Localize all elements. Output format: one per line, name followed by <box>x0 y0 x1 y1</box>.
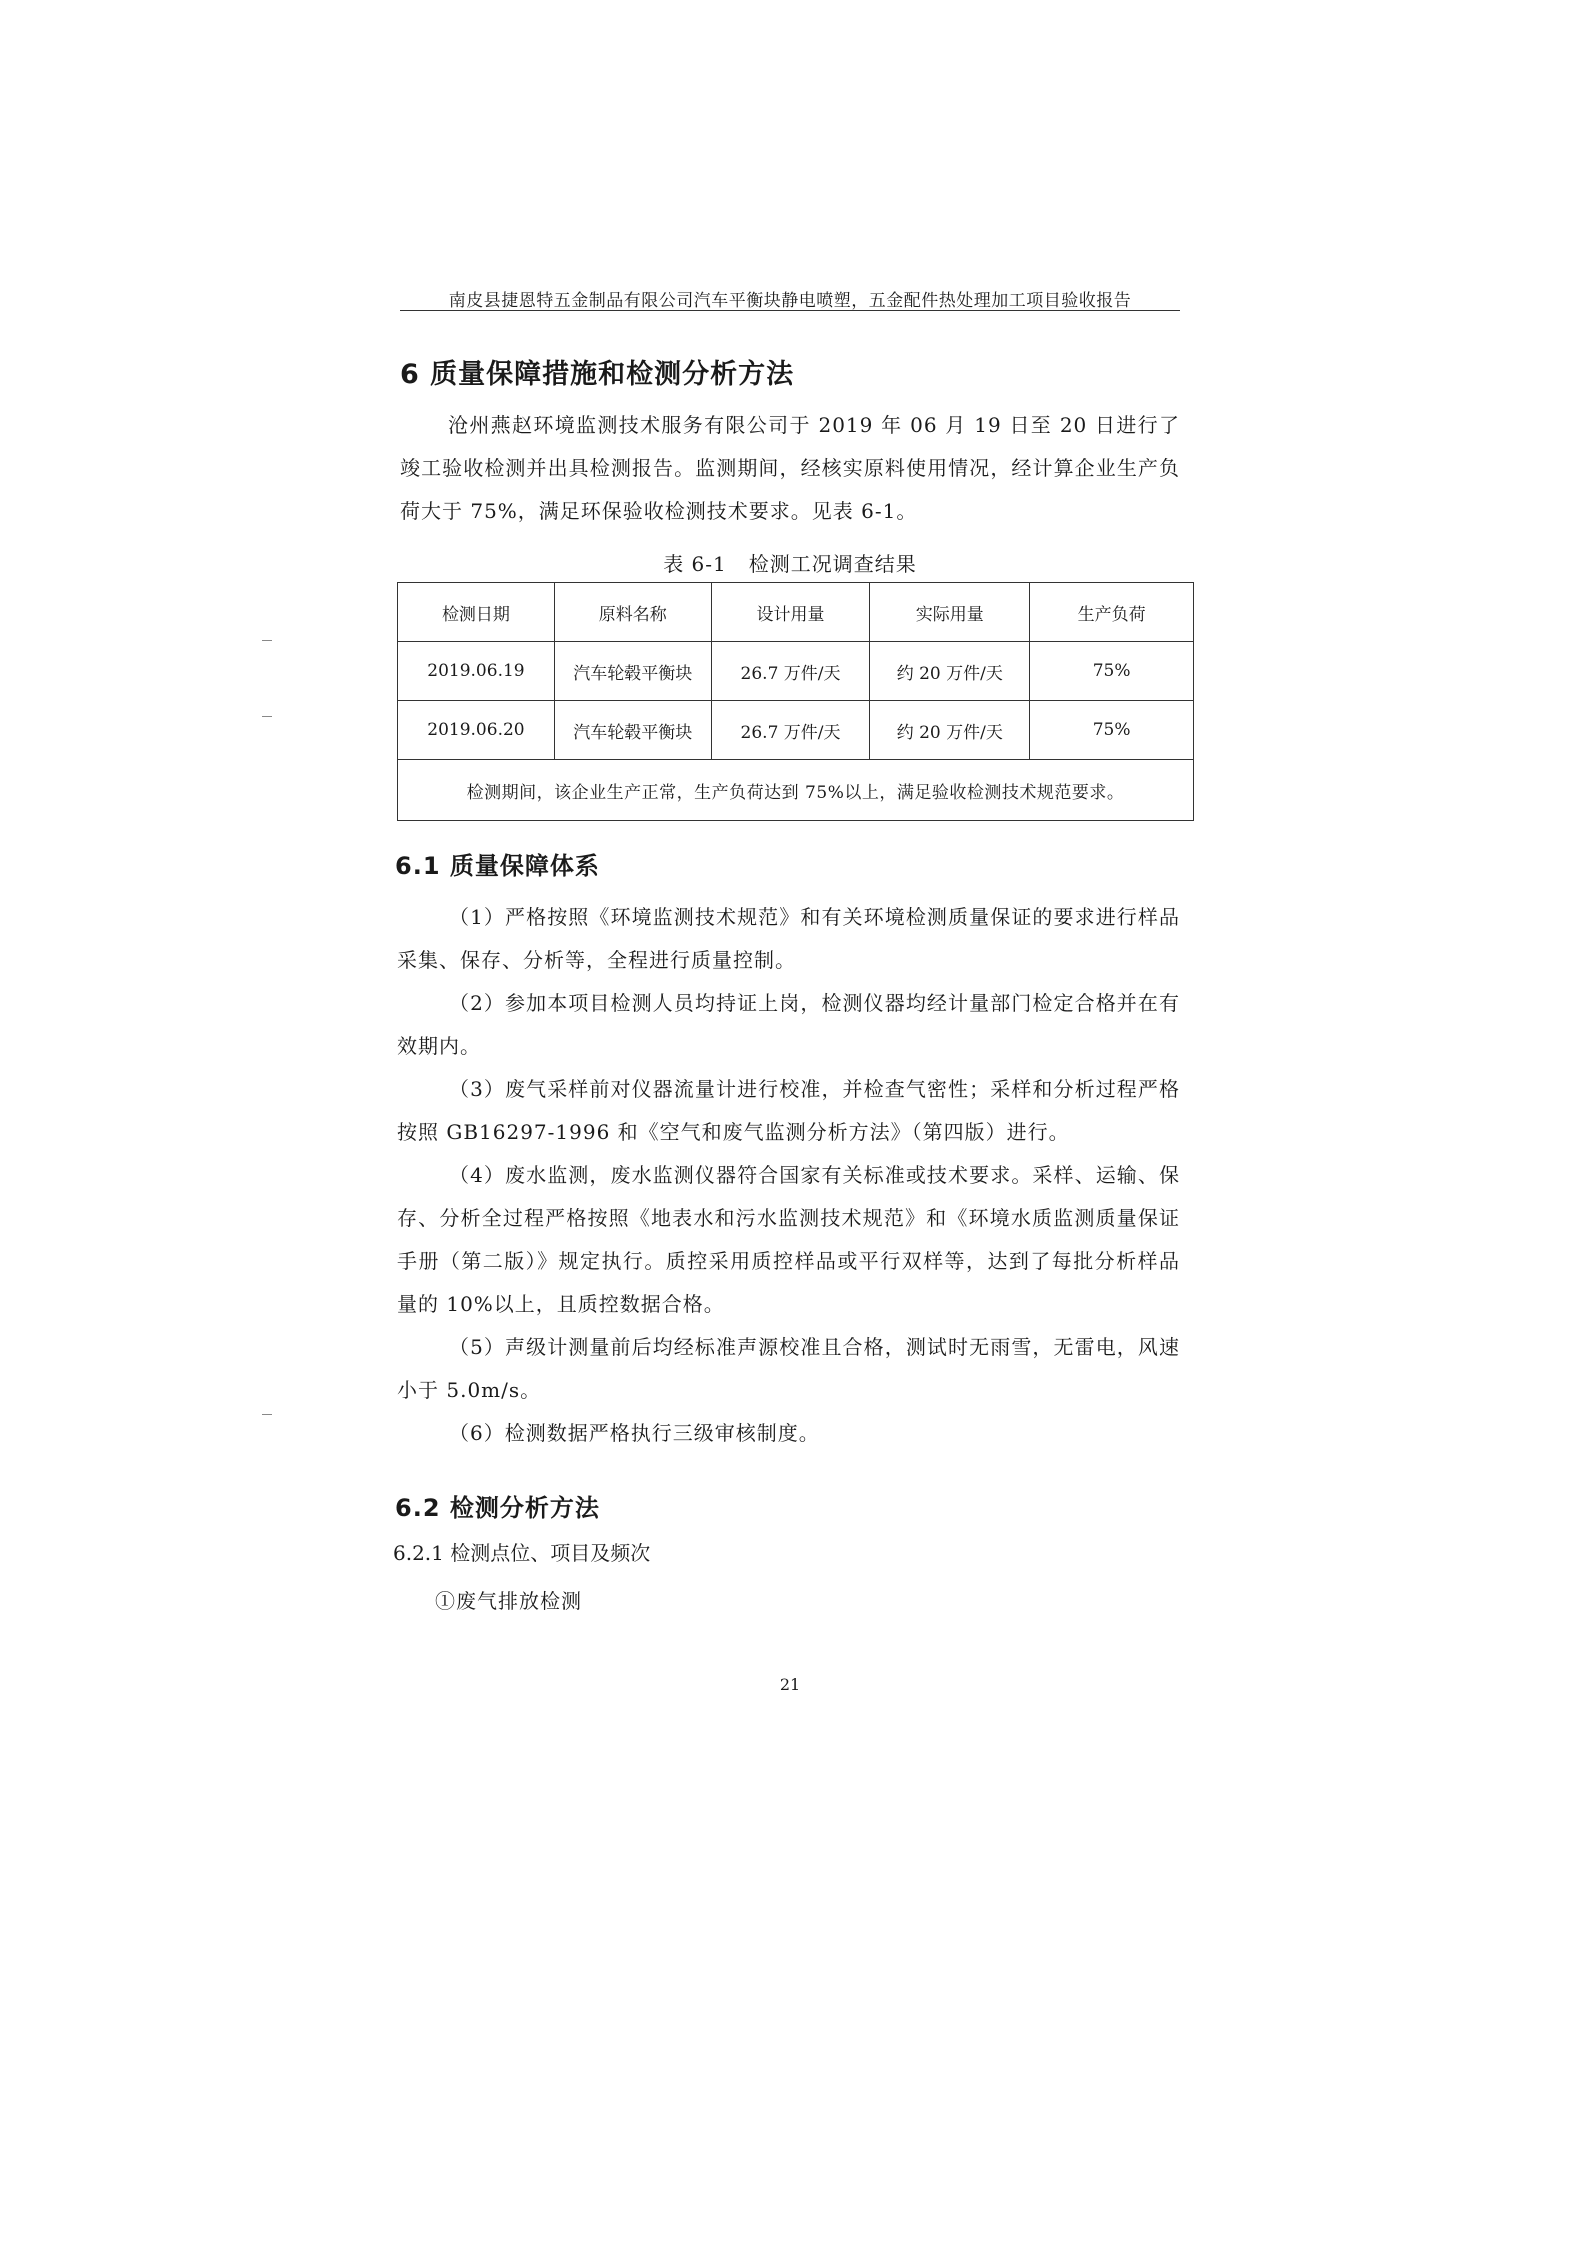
header-rule <box>400 310 1180 311</box>
section-6-2-1-heading: 6.2.1 检测点位、项目及频次 <box>393 1541 651 1565</box>
table-cell: 2019.06.20 <box>398 701 555 760</box>
table-cell: 75% <box>1030 701 1194 760</box>
table-header-cell: 原料名称 <box>554 583 711 642</box>
qa-item-6: （6）检测数据严格执行三级审核制度。 <box>449 1421 820 1445</box>
table-row <box>398 642 1194 701</box>
section-6-intro: 沧州燕赵环境监测技术服务有限公司于 2019 年 06 月 19 日至 20 日进行了竣工验收检测并出具检测报告。监测期间，经核实原料使用情况，经计算企业生产负荷大于 75%，满足环保验收检测技术要求。见表 6-1。 <box>400 413 1180 523</box>
table-caption <box>400 548 1180 577</box>
table-cell: 约 20 万件/天 <box>870 701 1030 760</box>
scan-mark <box>262 716 272 717</box>
table-caption-number: 表 6-1 <box>663 552 727 576</box>
qa-item-1: （1）严格按照《环境监测技术规范》和有关环境检测质量保证的要求进行样品采集、保存、分析等，全程进行质量控制。 <box>397 905 1180 972</box>
table-cell: 26.7 万件/天 <box>711 701 870 760</box>
table-cell: 约 20 万件/天 <box>870 642 1030 701</box>
qa-item-4: （4）废水监测，废水监测仪器符合国家有关标准或技术要求。采样、运输、保存、分析全过程严格按照《地表水和污水监测技术规范》和《环境水质监测质量保证手册（第二版）》规定执行。质控采用质控样品或平行双样等，达到了每批分析样品量的 10%以上，且质控数据合格。 <box>397 1163 1180 1316</box>
section-6-1-heading: 6.1 质量保障体系 <box>395 852 600 880</box>
table-caption-title: 检测工况调查结果 <box>748 552 917 576</box>
table-note-row <box>398 760 1194 821</box>
table-note: 检测期间，该企业生产正常，生产负荷达到 75%以上，满足验收检测技术规范要求。 <box>398 760 1194 821</box>
qa-item-5: （5）声级计测量前后均经标准声源校准且合格，测试时无雨雪，无雷电，风速小于 5.0m/s。 <box>397 1335 1180 1402</box>
page-number: 21 <box>779 1675 801 1694</box>
table-header-cell: 设计用量 <box>711 583 870 642</box>
section-6-heading: 6 质量保障措施和检测分析方法 <box>400 359 795 390</box>
table-header-cell: 检测日期 <box>398 583 555 642</box>
table-header-cell: 生产负荷 <box>1030 583 1194 642</box>
section-6-2-heading: 6.2 检测分析方法 <box>395 1494 600 1522</box>
table-cell: 汽车轮毂平衡块 <box>554 642 711 701</box>
table-cell: 26.7 万件/天 <box>711 642 870 701</box>
table-header-cell: 实际用量 <box>870 583 1030 642</box>
work-condition-table <box>397 582 1194 821</box>
table-header-row <box>398 583 1194 642</box>
table-cell: 75% <box>1030 642 1194 701</box>
table-cell: 汽车轮毂平衡块 <box>554 701 711 760</box>
scan-mark <box>262 1414 272 1415</box>
running-header: 南皮县捷恩特五金制品有限公司汽车平衡块静电喷塑，五金配件热处理加工项目验收报告 <box>448 291 1132 311</box>
scan-mark <box>262 640 272 641</box>
exhaust-gas-item: ①废气排放检测 <box>435 1589 582 1613</box>
qa-item-2: （2）参加本项目检测人员均持证上岗，检测仪器均经计量部门检定合格并在有效期内。 <box>397 991 1180 1058</box>
table-cell: 2019.06.19 <box>398 642 555 701</box>
table-row <box>398 701 1194 760</box>
qa-item-3: （3）废气采样前对仪器流量计进行校准，并检查气密性；采样和分析过程严格按照 GB16297-1996 和《空气和废气监测分析方法》（第四版）进行。 <box>397 1077 1180 1144</box>
